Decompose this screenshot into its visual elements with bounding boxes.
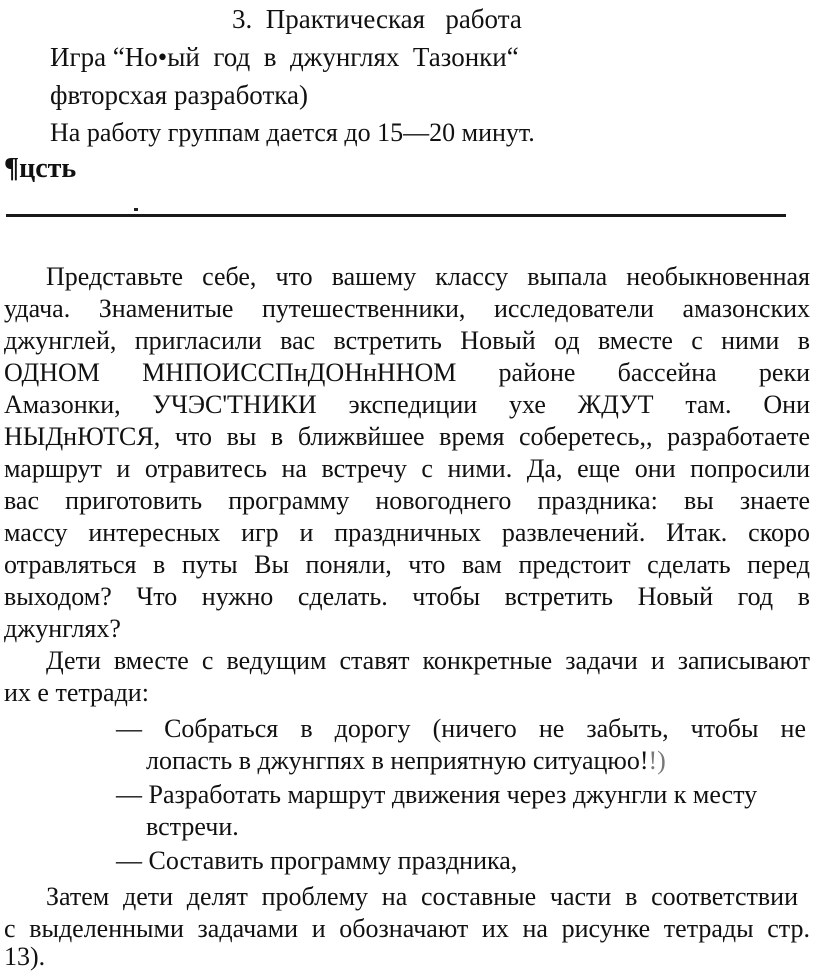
paragraph-1-line: выходом? Что нужно сделать. чтобы встретить Новый год в [4,582,810,611]
time-note: На работу группам дается до 15—20 минут. [50,118,535,147]
authorship-note: фвторсхая разработка) [50,80,308,110]
paragraph-1-line: вас приготовить программу новогоднего праздника: вы знаете [4,486,810,515]
paragraph-3-line: с выделенными задачами и обозначают их на рисунке тетрады стр. [4,914,810,943]
paragraph-1-line: массу интересных игр и праздничных развлечений. Итак. скоро [4,518,810,547]
paragraph-1-line: джунглей, пригласили вас встретить Новый од вместе с ними в [4,326,810,355]
paragraph-3-line: Затем дети делят проблему на составные части в соответствии [46,882,798,911]
list-item-1-line-2 [146,746,666,776]
paragraph-2-line: Дети вместе с ведущим ставят конкретные задачи и записывают [46,646,810,675]
list-item-2-line-1: — Разработать маршрут движения через джунгли к месту [116,780,758,809]
paragraph-1-line: джунглях? [4,614,121,643]
section-marker: ¶цсть [4,153,77,184]
list-item-1-mark: !) [648,746,666,775]
paragraph-1-line: маршрут и отравитесь на встречу с ними. Да, еще они попросили [4,454,810,483]
list-item-1-line-1: — Собраться в дорогу (ничего не забыть, чтобы не [116,714,806,743]
horizontal-rule [6,214,786,217]
paragraph-1-line: НЫДнЮТСЯ, что вы в ближвйшее время соберетесь,, разработаете [4,422,810,451]
paragraph-3-line: 13). [4,942,46,971]
paragraph-1-line: отравляться в путы Вы поняли, что вам предстоит сделать перед [4,550,810,579]
paragraph-1-line: Представьте себе, что вашему классу выпала необыкновенная [46,262,810,291]
paragraph-1-line: удача. Знаменитые путешественники, исследователи амазонских [4,294,810,323]
list-item-3-line-1: — Составить программу праздника, [116,846,518,875]
game-title: Игра “Но•ый год в джунглях Тазонки“ [50,42,519,72]
rule-speck [134,208,138,211]
paragraph-2-line: их е тетради: [4,678,149,707]
list-item-1-text: лопасть в джунгпях в неприятную ситуацюо! [146,746,649,775]
section-title: 3. Практическая работа [232,4,522,34]
list-item-2-line-2: встречи. [146,812,239,841]
paragraph-1-line: ОДНОМ МНПОИССПнДОНнННОМ районе бассейна реки [4,358,810,387]
paragraph-1-line: Амазонки, УЧЭС'ТНИКИ экспедиции ухе ЖДУТ там. Они [4,390,810,419]
